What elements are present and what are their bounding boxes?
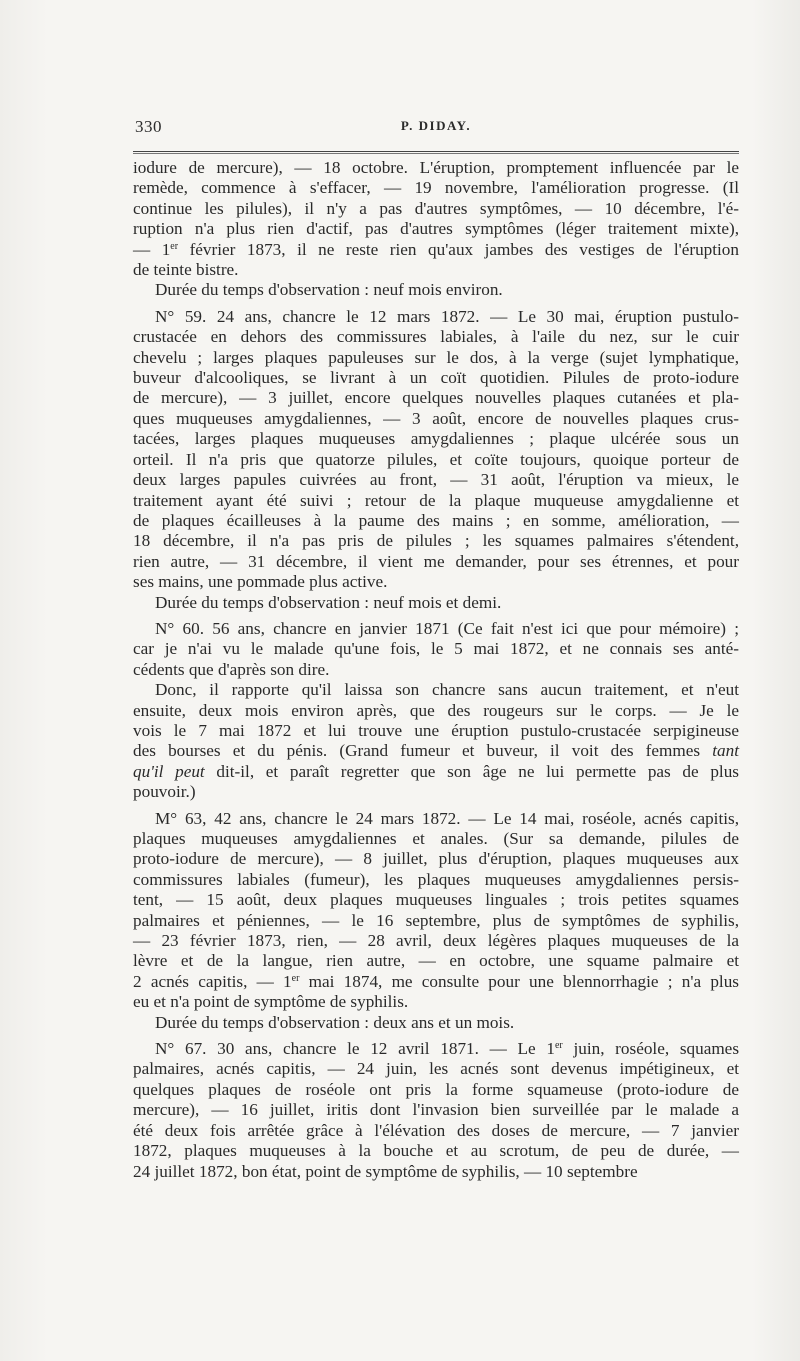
- text-line: remède, commence à s'effacer, — 19 novembre, l'amélioration progresse. (Il: [133, 178, 739, 198]
- text-line: qu'il peut dit-il, et paraît regretter que son âge ne lui permette pas de plus: [133, 761, 739, 781]
- text-line: orteil. Il n'a pris que quatorze pilules, et coïte toujours, quoique porteur de: [133, 449, 739, 469]
- text-line: quelques plaques de roséole ont pris la forme squameuse (proto-iodure de: [133, 1079, 739, 1099]
- text-line: cédents que d'après son dire.: [133, 659, 330, 679]
- text-line: buveur d'alcooliques, se livrant à un coït quotidien. Pilules de proto-iodure: [133, 368, 739, 388]
- text-line: M° 63, 42 ans, chancre le 24 mars 1872. — Le 14 mai, roséole, acnés capitis,: [155, 808, 739, 828]
- text-line: 1872, plaques muqueuses à la bouche et au scrotum, de peu de durée, —: [133, 1141, 739, 1161]
- text-line: deux larges papules cuivrées au front, — 31 août, l'éruption va mieux, le: [133, 470, 739, 490]
- text-line: tacées, larges plaques muqueuses amygdaliennes ; plaque ulcérée sous un: [133, 429, 739, 449]
- text-line: 18 décembre, il n'a pas pris de pilules ; les squames palmaires s'étendent,: [133, 531, 739, 551]
- page-number: 330: [135, 117, 162, 136]
- text-line: car je n'ai vu le malade qu'une fois, le 5 mai 1872, et ne connais ses anté-: [133, 639, 739, 659]
- text-line: rien autre, — 31 décembre, il vient me demander, pour ses étrennes, et pour: [133, 551, 739, 571]
- text-line: de mercure), — 3 juillet, encore quelques nouvelles plaques cutanées et pla-: [133, 388, 739, 408]
- header-rule: [133, 151, 739, 154]
- paragraph-7: [133, 809, 739, 1013]
- text-line: Donc, il rapporte qu'il laissa son chancre sans aucun traitement, et n'eut: [155, 680, 739, 700]
- text-line: tent, — 15 août, deux plaques muqueuses linguales ; trois petites squames: [133, 890, 739, 910]
- text-line: continue les pilules), il n'y a pas d'autres symptômes, — 10 décembre, l'é-: [133, 198, 739, 218]
- running-head: P. DIDAY.: [400, 118, 472, 133]
- text-line: vois le 7 mai 1872 et lui trouve une éruption pustulo-crustacée serpigineuse: [133, 720, 739, 740]
- paragraph-5: [133, 619, 739, 680]
- text-line: de teinte bistre.: [133, 260, 239, 280]
- text-line: palmaires et péniennes, — le 16 septembre, plus de symptômes de syphilis,: [133, 910, 739, 930]
- text-line: eu et n'a point de symptôme de syphilis.: [133, 992, 409, 1012]
- text-line: N° 60. 56 ans, chancre en janvier 1871 (Ce fait n'est ici que pour mémoire) ;: [155, 618, 739, 638]
- text-line: proto-iodure de mercure), — 8 juillet, plus d'éruption, plaques muqueuses aux: [133, 849, 739, 869]
- text-line: ensuite, deux mois environ après, que des rougeurs sur le corps. — Je le: [133, 700, 739, 720]
- text-line: chevelu ; larges plaques papuleuses sur le dos, à la verge (sujet lymphatique,: [133, 347, 739, 367]
- text-line: — 23 février 1873, rien, — 28 avril, deux légères plaques muqueuses de la: [133, 931, 739, 951]
- text-line: Durée du temps d'observation : neuf mois environ.: [155, 280, 503, 300]
- text-line: de plaques écailleuses à la paume des mains ; en somme, amélioration, —: [133, 510, 739, 530]
- text-line: crustacée en dehors des commissures labiales, à l'aile du nez, sur le cuir: [133, 327, 739, 347]
- text-line: plaques muqueuses amygdaliennes et anales. (Sur sa demande, pilules de: [133, 829, 739, 848]
- paragraph-3: [133, 307, 739, 593]
- body-text: [133, 158, 739, 1182]
- text-line: iodure de mercure), — 18 octobre. L'éruption, promptement influencée par le: [133, 158, 739, 177]
- paragraph-1: [133, 158, 739, 280]
- text-line: palmaires, acnés capitis, — 24 juin, les acnés sont devenus impétigineux, et: [133, 1059, 739, 1079]
- text-line: des bourses et du pénis. (Grand fumeur et buveur, il voit des femmes tant: [133, 741, 739, 761]
- text-line: pouvoir.): [133, 782, 196, 802]
- text-line: Durée du temps d'observation : neuf mois et demi.: [155, 592, 502, 612]
- text-line: 24 juillet 1872, bon état, point de symptôme de syphilis, — 10 septembre: [133, 1161, 638, 1181]
- text-line: été deux fois arrêtée grâce à l'élévation des doses de mercure, — 7 janvier: [133, 1120, 739, 1140]
- text-line: traitement ayant été suivi ; retour de la plaque muqueuse amygdalienne et: [133, 490, 739, 510]
- paragraph-8: [133, 1013, 739, 1033]
- text-line: N° 59. 24 ans, chancre le 12 mars 1872. — Le 30 mai, éruption pustulo-: [155, 306, 739, 326]
- page-header: [133, 117, 739, 143]
- paragraph-4: [133, 593, 739, 613]
- text-line: ruption n'a plus rien d'actif, pas d'autres symptômes (léger traitement mixte),: [133, 219, 739, 239]
- text-line: 2 acnés capitis, — 1er mai 1874, me consulte pour une blennorrhagie ; n'a plus: [133, 971, 739, 991]
- text-line: ses mains, une pommade plus active.: [133, 572, 388, 592]
- paragraph-2: [133, 280, 739, 300]
- paragraph-6: [133, 680, 739, 802]
- text-line: commissures labiales (fumeur), les plaques muqueuses amygdaliennes persis-: [133, 869, 739, 889]
- text-line: — 1er février 1873, il ne reste rien qu'aux jambes des vestiges de l'éruption: [133, 239, 739, 259]
- text-line: N° 67. 30 ans, chancre le 12 avril 1871. — Le 1er juin, roséole, squames: [155, 1039, 740, 1059]
- paragraph-9: [133, 1039, 739, 1182]
- text-line: Durée du temps d'observation : deux ans et un mois.: [155, 1012, 515, 1032]
- text-line: mercure), — 16 juillet, iritis dont l'invasion bien surveillée par le malade a: [133, 1100, 739, 1120]
- text-line: lèvre et de la langue, rien autre, — en octobre, une squame palmaire et: [133, 951, 739, 971]
- text-line: ques muqueuses amygdaliennes, — 3 août, encore de nouvelles plaques crus-: [133, 408, 739, 428]
